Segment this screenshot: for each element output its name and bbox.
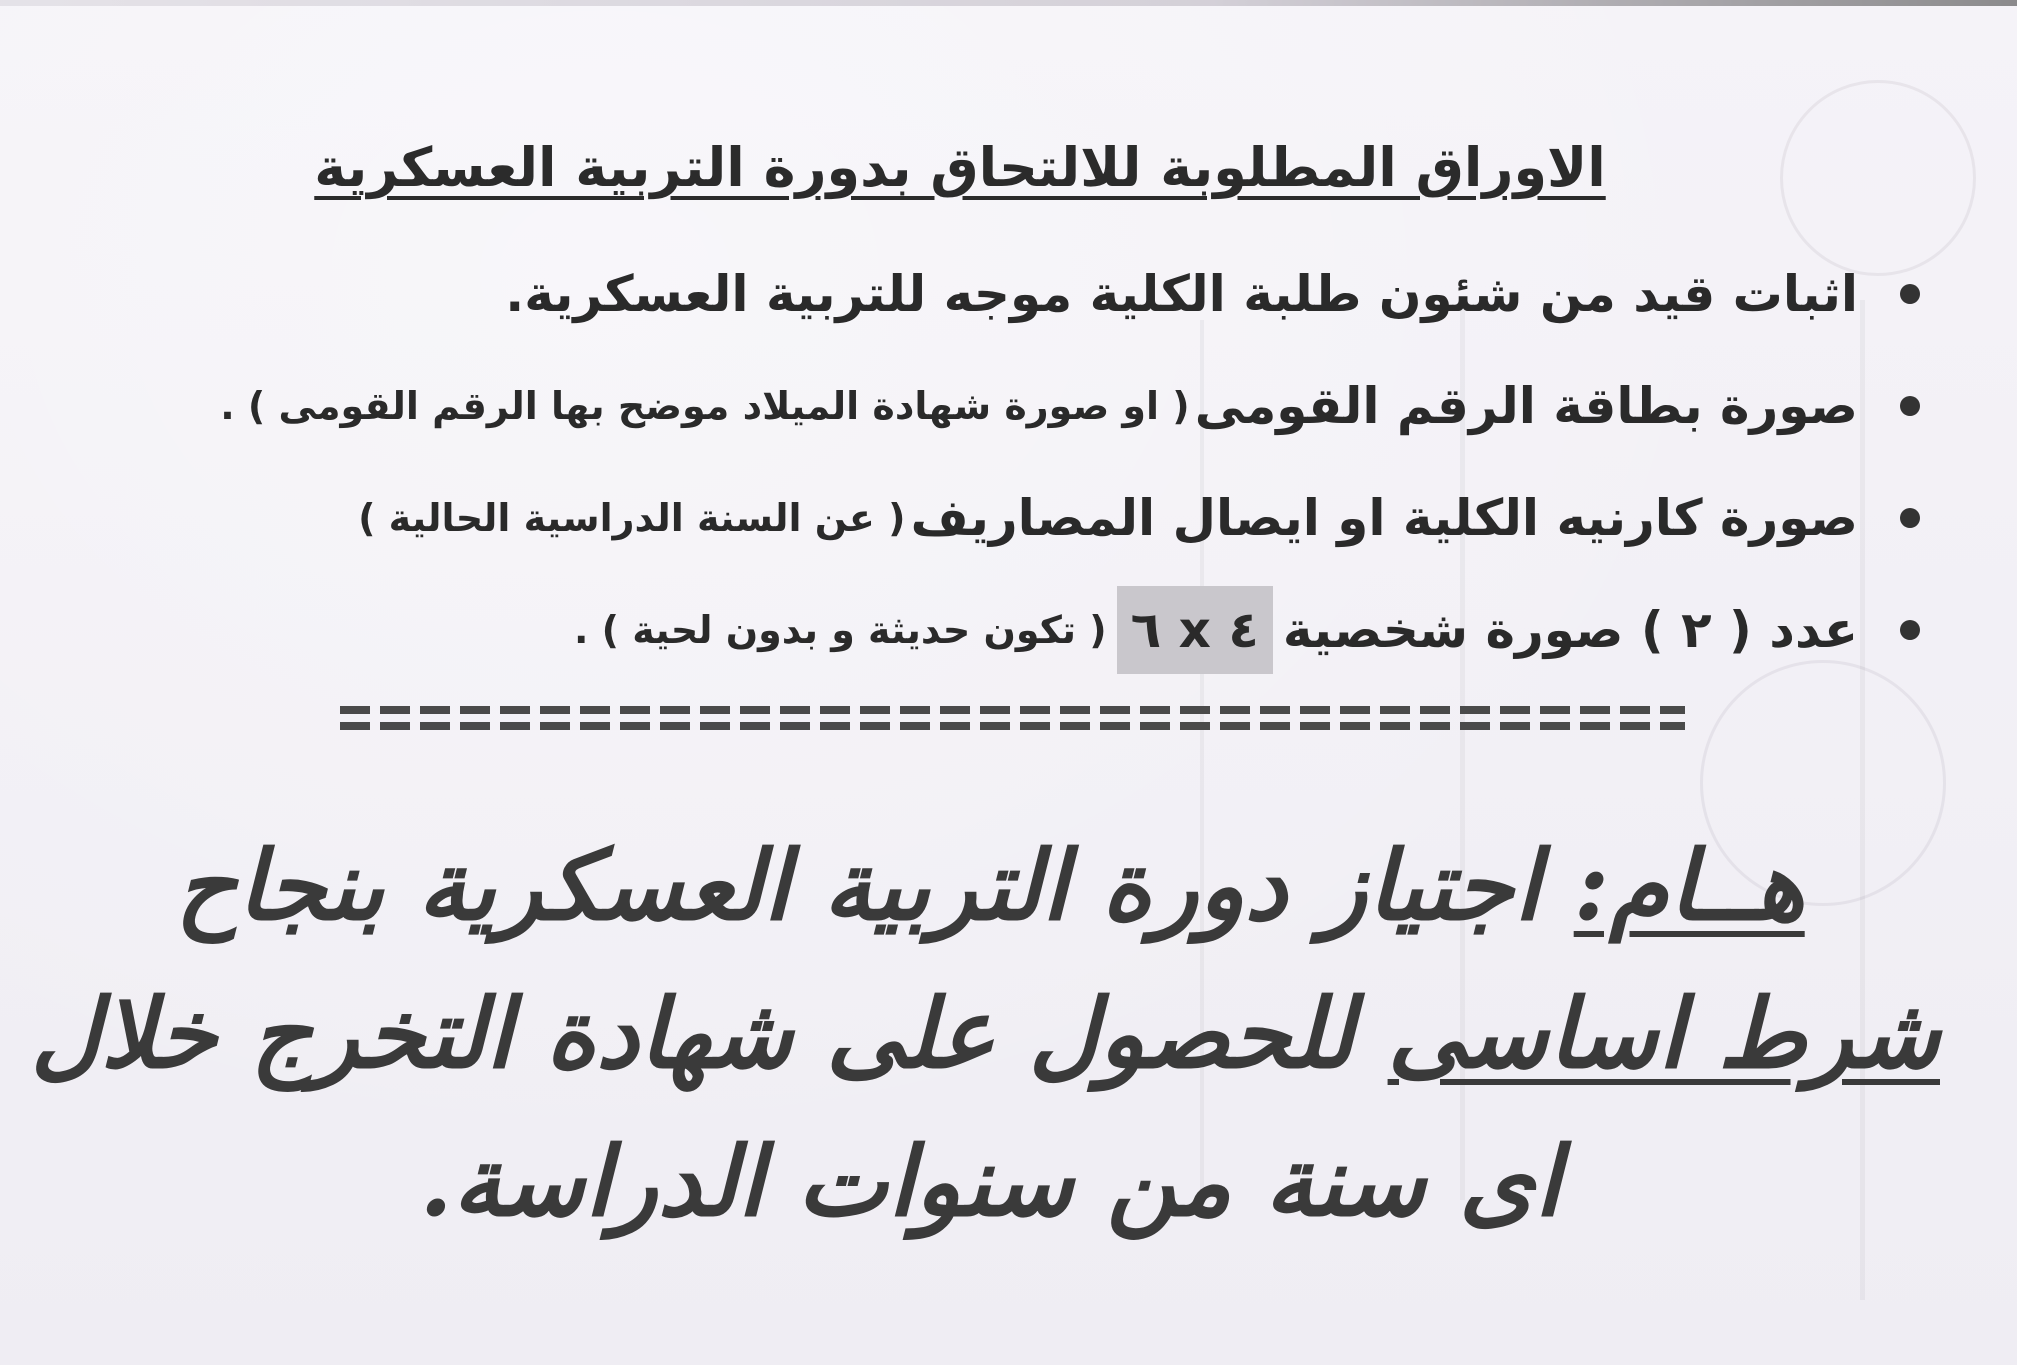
photo-size-highlight: ٤ x ٦ — [1117, 586, 1273, 674]
list-item — [170, 350, 1920, 462]
divider — [340, 706, 1685, 746]
requirements-list — [170, 238, 1920, 686]
notice-line-3: اى سنة من سنوات الدراسة. — [419, 1125, 1561, 1238]
item-text: صورة كارنيه الكلية او ايصال المصاريف — [910, 489, 1858, 547]
scan-edge — [0, 0, 2017, 6]
list-item — [170, 574, 1920, 686]
notice-line-1 — [40, 812, 1940, 960]
bullet-icon — [1900, 620, 1920, 640]
notice-line-2 — [30, 960, 1940, 1108]
item-note: ( او صورة شهادة الميلاد موضح بها الرقم القومى ) . — [220, 384, 1190, 428]
item-text: صورة بطاقة الرقم القومى — [1194, 377, 1858, 435]
page-title-text: الاوراق المطلوبة للالتحاق بدورة التربية العسكرية — [314, 136, 1606, 199]
item-text: اثبات قيد من شئون طلبة الكلية موجه للتربية العسكرية. — [505, 265, 1858, 323]
list-item — [170, 238, 1920, 350]
item-note: ( تكون حديثة و بدون لحية ) . — [574, 608, 1107, 652]
list-item — [170, 462, 1920, 574]
bullet-icon — [1900, 508, 1920, 528]
item-note: ( عن السنة الدراسية الحالية ) — [358, 496, 906, 540]
notice-emphasis: شرط اساسى — [1387, 977, 1940, 1090]
page-title — [280, 128, 1640, 208]
item-text: عدد ( ٢ ) صورة شخصية — [1282, 601, 1858, 659]
bullet-icon — [1900, 396, 1920, 416]
notice-label: هــام: — [1573, 829, 1805, 942]
bullet-icon — [1900, 284, 1920, 304]
notice-line-1-text: اجتياز دورة التربية العسكرية بنجاح — [175, 829, 1541, 942]
notice-line-2-text: للحصول على شهادة التخرج خلال — [30, 977, 1355, 1090]
important-notice — [30, 812, 1940, 1256]
